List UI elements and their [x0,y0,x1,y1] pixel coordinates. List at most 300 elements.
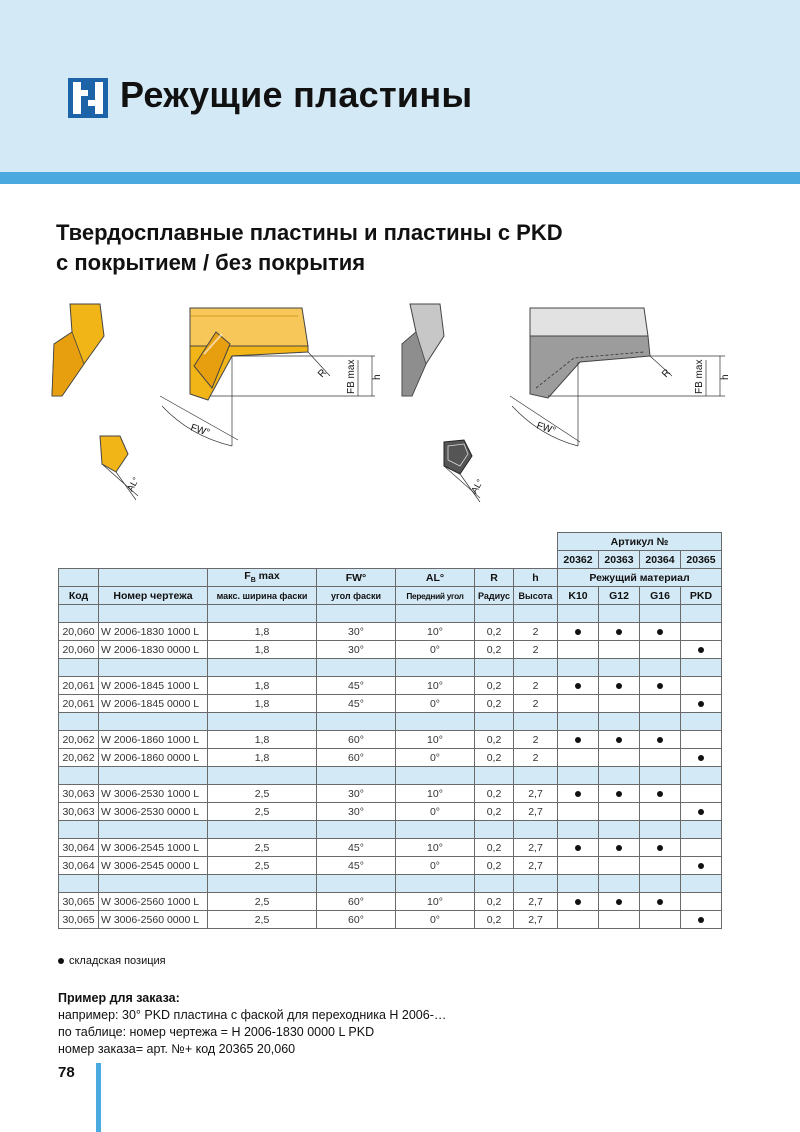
hoffmann-logo-icon [68,78,108,118]
stock-dot-icon [616,683,622,689]
spacer-cell [514,767,558,785]
al-label-pkd: AL° [469,477,486,495]
g16-cell [640,749,681,767]
h-cell: 2 [514,641,558,659]
drawing-cell: W 2006-1830 1000 L [99,623,208,641]
pkd-cell [681,749,722,767]
k10-cell [558,911,599,929]
spacer-cell [59,659,99,677]
spacer-cell [681,605,722,623]
article-20364: 20364 [640,551,681,569]
fw-header: FW° [317,569,396,587]
spacer-cell [396,767,475,785]
fw-label-pkd: FW° [535,420,558,437]
fw-cell: 30° [317,641,396,659]
h-cell: 2 [514,623,558,641]
g12-cell [599,785,640,803]
table-row [59,623,722,641]
code-cell: 30,063 [59,803,99,821]
g12-cell [599,749,640,767]
legend-text: складская позиция [69,955,166,967]
spacer-cell [514,821,558,839]
spacer-cell [396,713,475,731]
fw-cell: 60° [317,911,396,929]
spacer-cell [208,659,317,677]
fw-cell: 45° [317,857,396,875]
fb-label-pkd: FB max [694,359,705,394]
g16-cell [640,911,681,929]
fw-desc-header: угол фаски [317,587,396,605]
spec-table [58,532,722,929]
spacer-cell [558,821,599,839]
spacer-cell [59,821,99,839]
spacer-cell [99,821,208,839]
g16-cell [640,623,681,641]
spacer-cell [681,767,722,785]
table-row [59,785,722,803]
stock-dot-icon [657,899,663,905]
table-row [59,695,722,713]
spacer-cell [640,659,681,677]
pkd-insert-tip-view [444,440,485,502]
stock-dot-icon [657,845,663,851]
al-cell: 0° [396,857,475,875]
page-number: 78 [58,1064,75,1081]
spacer-cell [681,659,722,677]
spacer-cell [59,605,99,623]
fb-cell: 1,8 [208,749,317,767]
spacer-cell [99,659,208,677]
spacer-cell [640,875,681,893]
drawing-cell: W 3006-2530 1000 L [99,785,208,803]
order-example-line1: например: 30° PKD пластина с фаской для переходника H 2006-… [58,1008,447,1022]
drawing-cell: W 2006-1860 1000 L [99,731,208,749]
pkd-cell [681,641,722,659]
fw-label: FW° [189,422,212,439]
article-20362: 20362 [558,551,599,569]
r-cell: 0,2 [475,731,514,749]
drawing-cell: W 3006-2530 0000 L [99,803,208,821]
artikul-title-row [59,533,722,551]
fw-cell: 30° [317,623,396,641]
spacer-cell [514,875,558,893]
spacer-cell [208,605,317,623]
pkd-cell [681,785,722,803]
fb-cell: 1,8 [208,623,317,641]
stock-dot-icon [657,791,663,797]
section-title [56,218,563,278]
spacer-cell [475,659,514,677]
drawing-cell: W 3006-2545 0000 L [99,857,208,875]
coated-insert-tip-view [100,436,141,500]
stock-dot-icon [575,791,581,797]
g16-cell [640,677,681,695]
pkd-cell [681,695,722,713]
fb-cell: 1,8 [208,695,317,713]
spacer-cell [317,659,396,677]
spacer-cell [599,821,640,839]
g16-cell [640,893,681,911]
table-row [59,731,722,749]
code-cell: 30,064 [59,857,99,875]
group-spacer-row [59,821,722,839]
fw-cell: 60° [317,749,396,767]
h-cell: 2 [514,695,558,713]
fw-cell: 45° [317,839,396,857]
stock-dot-icon [575,737,581,743]
r-cell: 0,2 [475,803,514,821]
spacer-cell [99,605,208,623]
group-spacer-row [59,659,722,677]
r-label: R [316,367,330,381]
h-cell: 2 [514,749,558,767]
spacer-cell [640,713,681,731]
h-cell: 2,7 [514,857,558,875]
spacer-cell [558,875,599,893]
drawing-cell: W 2006-1830 0000 L [99,641,208,659]
fw-cell: 60° [317,893,396,911]
h-cell: 2,7 [514,803,558,821]
fb-header: $F_B$ max [208,569,317,587]
h-label: h [372,374,383,380]
spacer-cell [599,875,640,893]
pkd-cell [681,857,722,875]
pkd-insert-main-view [510,308,731,446]
r-desc-header: Радиус [475,587,514,605]
stock-dot-icon [657,629,663,635]
table-row [59,677,722,695]
r-cell: 0,2 [475,857,514,875]
r-cell: 0,2 [475,641,514,659]
r-header: R [475,569,514,587]
code-cell: 20,062 [59,731,99,749]
spacer-cell [317,605,396,623]
coated-insert-main-view [160,308,383,446]
spacer-cell [599,713,640,731]
al-cell: 10° [396,839,475,857]
pkd-cell [681,803,722,821]
group-spacer-row [59,875,722,893]
stock-dot-icon [575,683,581,689]
al-cell: 10° [396,731,475,749]
order-example-line2: по таблице: номер чертежа = H 2006-1830 0000 L PKD [58,1025,375,1039]
code-cell: 30,065 [59,911,99,929]
spacer-cell [475,821,514,839]
table-row [59,911,722,929]
legend [58,955,166,967]
spacer-cell [475,605,514,623]
code-cell: 20,062 [59,749,99,767]
code-cell: 30,063 [59,785,99,803]
fw-cell: 60° [317,731,396,749]
stock-dot-icon [657,683,663,689]
pkd-cell [681,731,722,749]
al-cell: 10° [396,623,475,641]
order-example-title: Пример для заказа: [58,991,180,1005]
al-cell: 10° [396,677,475,695]
table-row [59,839,722,857]
group-spacer-row [59,767,722,785]
drawing-cell: W 2006-1845 1000 L [99,677,208,695]
al-desc-header: Передний угол [396,587,475,605]
stock-dot-icon [698,863,704,869]
spacer-cell [396,605,475,623]
fb-cell: 1,8 [208,731,317,749]
h-header: h [514,569,558,587]
fw-cell: 45° [317,695,396,713]
page-accent-bar [96,1063,101,1132]
spacer-cell [59,767,99,785]
fb-cell: 2,5 [208,785,317,803]
g16-cell [640,857,681,875]
stock-dot-icon [58,958,64,964]
al-header: AL° [396,569,475,587]
k10-cell [558,623,599,641]
h-cell: 2,7 [514,911,558,929]
article-20363: 20363 [599,551,640,569]
spacer-cell [208,875,317,893]
table-row [59,893,722,911]
fw-cell: 30° [317,785,396,803]
spacer-cell [317,821,396,839]
artikul-label: Артикул № [558,533,722,551]
group-spacer-row [59,605,722,623]
table-row [59,803,722,821]
h-cell: 2,7 [514,893,558,911]
pkd-insert-side-view [402,304,444,396]
pkd-cell [681,911,722,929]
stock-dot-icon [698,809,704,815]
code-cell: 20,061 [59,695,99,713]
g12-cell [599,695,640,713]
fb-cell: 2,5 [208,803,317,821]
h-label-pkd: h [720,374,731,380]
k10-header: K10 [558,587,599,605]
drawing-cell: W 3006-2545 1000 L [99,839,208,857]
fb-cell: 2,5 [208,839,317,857]
drawing-cell: W 3006-2560 0000 L [99,911,208,929]
r-cell: 0,2 [475,911,514,929]
stock-dot-icon [575,899,581,905]
spacer-cell [599,605,640,623]
spacer-cell [208,821,317,839]
spacer-cell [396,821,475,839]
spacer-cell [396,659,475,677]
k10-cell [558,857,599,875]
spacer-cell [59,875,99,893]
artikul-numbers-row [59,551,722,569]
r-cell: 0,2 [475,677,514,695]
code-cell: 20,060 [59,641,99,659]
spacer-cell [208,767,317,785]
g12-cell [599,731,640,749]
fw-cell: 30° [317,803,396,821]
stock-dot-icon [616,737,622,743]
stock-dot-icon [657,737,663,743]
g16-cell [640,839,681,857]
spacer-cell [599,659,640,677]
al-label: AL° [125,475,142,493]
k10-cell [558,749,599,767]
k10-cell [558,839,599,857]
g16-cell [640,785,681,803]
spacer-cell [59,713,99,731]
fb-cell: 1,8 [208,677,317,695]
order-example [58,990,446,1058]
spacer-cell [514,605,558,623]
spacer-cell [208,713,317,731]
g12-cell [599,641,640,659]
stock-dot-icon [616,845,622,851]
stock-dot-icon [616,899,622,905]
stock-dot-icon [575,845,581,851]
r-cell: 0,2 [475,623,514,641]
r-cell: 0,2 [475,785,514,803]
k10-cell [558,893,599,911]
header-row-1 [59,569,722,587]
spacer-cell [514,713,558,731]
stock-dot-icon [616,791,622,797]
page-title: Режущие пластины [120,74,473,115]
al-cell: 0° [396,695,475,713]
fb-cell: 1,8 [208,641,317,659]
pkd-cell [681,677,722,695]
al-cell: 0° [396,641,475,659]
spacer-cell [558,659,599,677]
code-cell: 30,064 [59,839,99,857]
g16-cell [640,641,681,659]
spacer-cell [99,767,208,785]
spacer-cell [317,767,396,785]
spacer-cell [317,713,396,731]
fb-desc-header: макс. ширина фаски [208,587,317,605]
g12-cell [599,857,640,875]
k10-cell [558,641,599,659]
k10-cell [558,731,599,749]
al-cell: 10° [396,893,475,911]
order-example-line3: номер заказа= арт. №+ код 20365 20,060 [58,1042,296,1056]
k10-cell [558,677,599,695]
spacer-cell [640,605,681,623]
section-title-line1: Твердосплавные пластины и пластины с PKD [56,220,563,245]
fw-cell: 45° [317,677,396,695]
h-cell: 2 [514,731,558,749]
g16-cell [640,803,681,821]
pkd-cell [681,839,722,857]
spacer-cell [99,875,208,893]
k10-cell [558,803,599,821]
code-cell: 20,060 [59,623,99,641]
table-row [59,857,722,875]
fb-label: FB max [346,359,357,394]
g12-cell [599,839,640,857]
drawing-header: Номер чертежа [99,587,208,605]
drawing-cell: W 3006-2560 1000 L [99,893,208,911]
g12-cell [599,893,640,911]
spacer-cell [599,767,640,785]
stock-dot-icon [698,755,704,761]
r-cell: 0,2 [475,893,514,911]
pkd-header: PKD [681,587,722,605]
spacer-cell [396,875,475,893]
g12-cell [599,803,640,821]
code-cell: 20,061 [59,677,99,695]
h-cell: 2,7 [514,839,558,857]
stock-dot-icon [698,917,704,923]
g12-cell [599,911,640,929]
spacer-cell [475,875,514,893]
spacer-cell [681,821,722,839]
spacer-cell [681,875,722,893]
g12-header: G12 [599,587,640,605]
fb-cell: 2,5 [208,911,317,929]
header-row-2 [59,587,722,605]
header-stripe [0,172,800,184]
spacer-cell [514,659,558,677]
spacer-cell [317,875,396,893]
kod-header: Код [59,587,99,605]
spacer-cell [475,713,514,731]
spacer-cell [558,713,599,731]
g16-cell [640,695,681,713]
r-cell: 0,2 [475,695,514,713]
fb-cell: 2,5 [208,893,317,911]
spacer-cell [558,767,599,785]
fb-cell: 2,5 [208,857,317,875]
material-header: Режущий материал [558,569,722,587]
spacer-cell [558,605,599,623]
g16-cell [640,731,681,749]
drawing-cell: W 2006-1845 0000 L [99,695,208,713]
spacer-cell [640,821,681,839]
spacer-cell [475,767,514,785]
pkd-cell [681,623,722,641]
r-cell: 0,2 [475,749,514,767]
article-20365: 20365 [681,551,722,569]
code-cell: 30,065 [59,893,99,911]
stock-dot-icon [698,701,704,707]
h-cell: 2,7 [514,785,558,803]
section-title-line2: с покрытием / без покрытия [56,250,366,275]
al-cell: 0° [396,803,475,821]
r-label-pkd: R [660,367,674,381]
r-cell: 0,2 [475,839,514,857]
h-desc-header: Высота [514,587,558,605]
spacer-cell [99,713,208,731]
coated-insert-side-view [52,304,104,396]
al-cell: 0° [396,911,475,929]
al-cell: 0° [396,749,475,767]
g12-cell [599,677,640,695]
table-row [59,749,722,767]
k10-cell [558,785,599,803]
pkd-cell [681,893,722,911]
g12-cell [599,623,640,641]
table-row [59,641,722,659]
spacer-cell [640,767,681,785]
g16-header: G16 [640,587,681,605]
stock-dot-icon [616,629,622,635]
k10-cell [558,695,599,713]
stock-dot-icon [575,629,581,635]
spacer-cell [681,713,722,731]
drawing-cell: W 2006-1860 0000 L [99,749,208,767]
group-spacer-row [59,713,722,731]
stock-dot-icon [698,647,704,653]
al-cell: 10° [396,785,475,803]
insert-illustration [40,296,740,526]
h-cell: 2 [514,677,558,695]
